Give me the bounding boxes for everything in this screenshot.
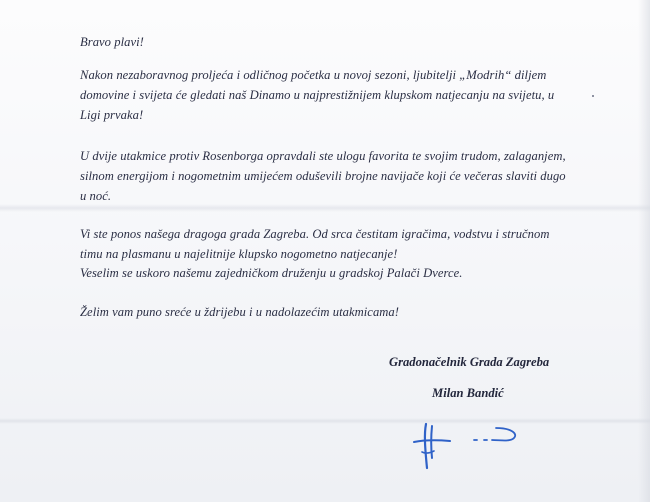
signatory-name: Milan Bandić <box>432 386 504 400</box>
paper-fold-crease <box>0 204 650 212</box>
paragraph-3-line-1: Vi ste ponos našega dragoga grada Zagreba. Od srca čestitam igračima, vodstvu i stručnom <box>80 227 550 241</box>
handwritten-signature <box>404 418 524 478</box>
paragraph-4-line-1: Želim vam puno sreće u ždrijebu i u nadolazećim utakmicama! <box>80 305 400 319</box>
paragraph-3-line-2: timu na plasmanu u najelitnije klupsko nogometno natjecanje! <box>80 247 398 261</box>
paragraph-1-line-1: Nakon nezaboravnog proljeća i odličnog početka u novoj sezoni, ljubitelji „Modrih“ diljem <box>80 68 547 82</box>
paper-edge-shadow <box>638 0 650 502</box>
paragraph-2-line-3: u noć. <box>80 189 112 203</box>
paragraph-2-line-2: silnom energijom i nogometnim umijećem oduševili brojne navijače koji će večeras slaviti dugo <box>80 169 566 183</box>
paper-fold-crease <box>0 418 650 424</box>
signatory-title: Gradonačelnik Grada Zagreba <box>389 355 550 369</box>
paragraph-1-line-3: Ligi prvaka! <box>80 108 144 122</box>
paper-speck <box>592 95 594 97</box>
paragraph-1-line-2: domovine i svijeta će gledati naš Dinamo u najprestižnijem klupskom natjecanju na svijetu, u <box>80 88 555 102</box>
paragraph-3-line-3: Veselim se uskoro našemu zajedničkom druženju u gradskoj Palači Dverce. <box>80 266 463 280</box>
paragraph-2-line-1: U dvije utakmice protiv Rosenborga opravdali ste ulogu favorita te svojim trudom, zalaganjem, <box>80 149 566 163</box>
greeting: Bravo plavi! <box>80 35 144 49</box>
